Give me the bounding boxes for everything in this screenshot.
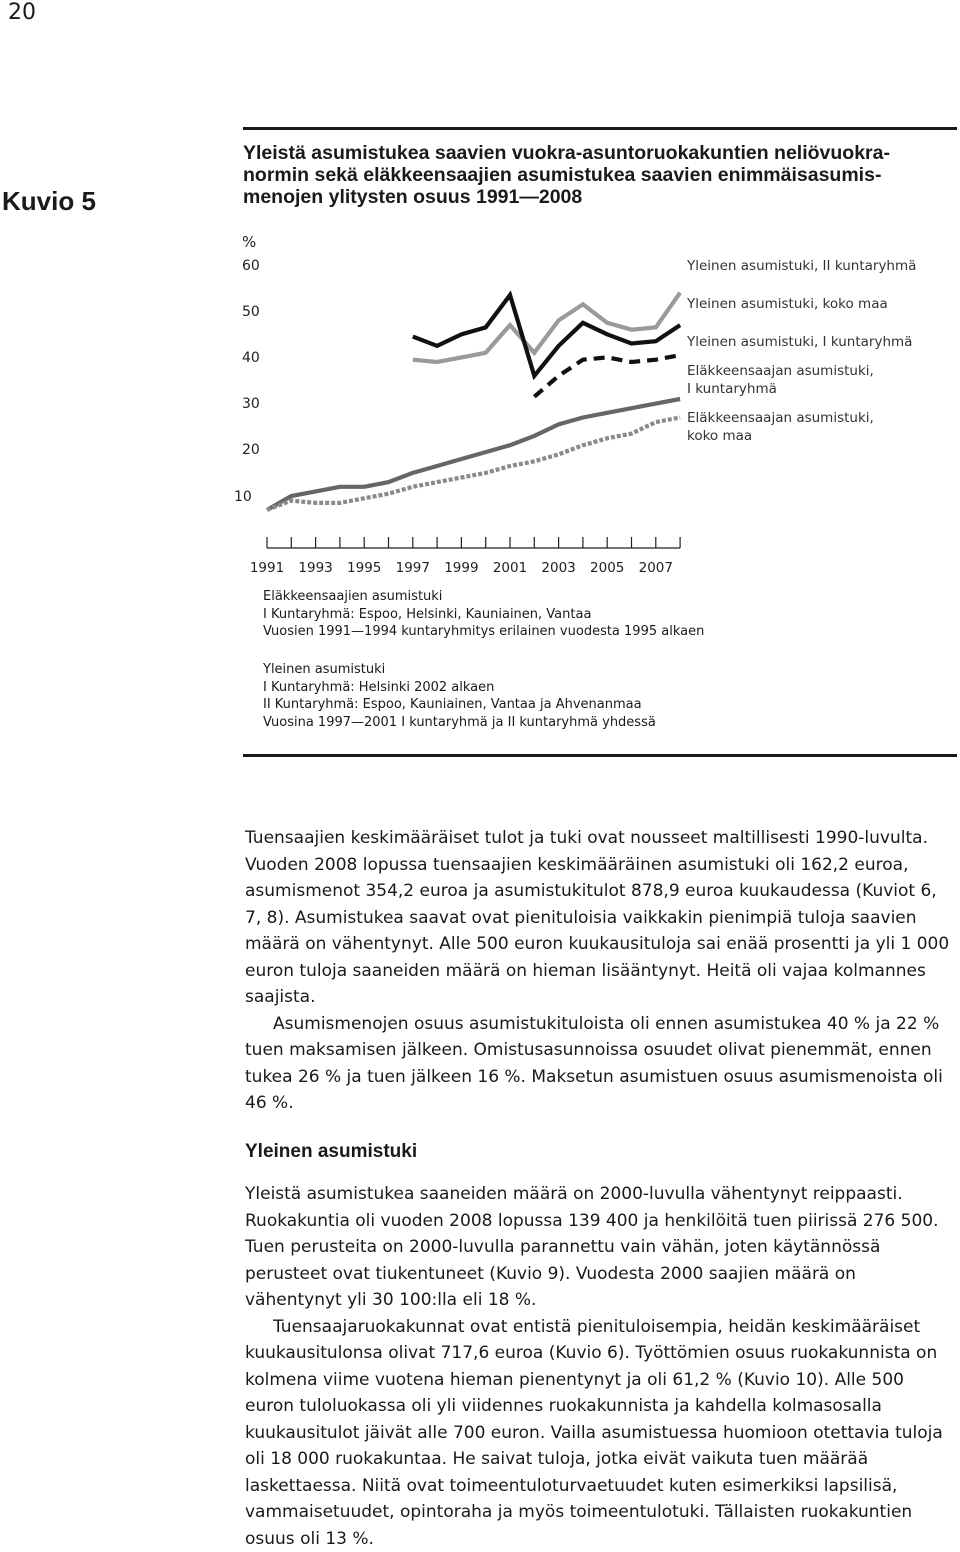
x-axis <box>250 537 680 576</box>
note-line: Yleinen asumistuki <box>263 661 656 679</box>
legend-entry: Yleinen asumistuki, I kuntaryhmä <box>686 334 912 350</box>
note-line: I Kuntaryhmä: Espoo, Helsinki, Kauniainen, Vantaa <box>263 606 704 624</box>
x-tick-label: 2003 <box>541 560 575 576</box>
body-section-b <box>245 1181 957 1552</box>
note-line: II Kuntaryhmä: Espoo, Kauniainen, Vantaa ja Ahvenanmaa <box>263 696 656 714</box>
page-number: 20 <box>8 0 36 26</box>
paragraph: Tuensaajaruokakunnat ovat entistä pienituloisempia, heidän keskimääräiset kuukausitulonsa olivat 717,6 euroa (Kuvio 6). Työttömien osuus ruokakunnista on kolmena viime vuotena hieman pienentynyt ja oli 61,2 % (Kuvio 10). Alle 500 euron tuloluokassa oli yli viidennes ruokakunnista ja kahdella kolmasosalla kuukausitulot jäivät alle 700 euron. Vailla asumistuessa huomioon otettavia tuloja oli 18 000 ruokakuntaa. He saivat tuloja, jotka eivät vaikuta tuen määrää laskettaessa. Niitä ovat toimeentuloturvaetuudet kuten esimerkiksi lapsilisä, vammaisetuudet, opintoraha ja myös toimeentulotuki. Tällaisten ruokakuntien osuus oli 13 %. <box>245 1314 957 1552</box>
x-tick-label: 1991 <box>250 560 284 576</box>
figure-title: Yleistä asumistukea saavien vuokra-asuntoruokakuntien neliövuokranormin sekä eläkkeensaajien asumistukea saavien enimmäisasumismenojen ylitysten osuus 1991—2008 <box>243 142 943 208</box>
y-tick-label: 40 <box>242 350 260 366</box>
legend-entry: I kuntaryhmä <box>687 381 777 397</box>
x-tick-label: 1999 <box>444 560 478 576</box>
series-line <box>413 293 680 362</box>
paragraph: Tuensaajien keskimääräiset tulot ja tuki ovat nousseet maltillisesti 1990-luvulta. Vuoden 2008 lopussa tuensaajien keskimääräinen asumistuki oli 162,2 euroa, asumismenot 354,2 euroa ja asumistukitulot 878,9 euroa kuukaudessa (Kuviot 6, 7, 8). Asumistukea saavat ovat pienituloisia vaikkakin pienimpiä tuloja saavien määrä on vähentynyt. Alle 500 euron kuukausituloja sai enää prosentti ja yli 1 000 euron tuloja saaneiden määrä on hieman lisääntynyt. Heitä oli vajaa kolmannes saajista. <box>245 825 957 1011</box>
x-tick-label: 2001 <box>493 560 527 576</box>
series-line <box>267 399 680 510</box>
x-tick-label: 1995 <box>347 560 381 576</box>
figure-top-rule <box>243 127 957 130</box>
legend-entry: Eläkkeensaajan asumistuki, <box>687 363 874 379</box>
notes-general <box>263 661 656 731</box>
x-tick-label: 2005 <box>590 560 624 576</box>
y-axis <box>234 233 260 505</box>
body-section-a <box>245 825 957 1117</box>
y-tick-label: 50 <box>242 304 260 320</box>
x-tick-label: 1997 <box>396 560 430 576</box>
section-heading: Yleinen asumistuki <box>245 1141 417 1163</box>
line-chart <box>230 225 950 580</box>
x-tick-label: 2007 <box>639 560 673 576</box>
y-tick-label: 20 <box>242 442 260 458</box>
y-tick-label: 10 <box>234 489 252 505</box>
paragraph: Asumismenojen osuus asumistukituloista oli ennen asumistukea 40 % ja 22 % tuen maksamisen jälkeen. Omistusasunnoissa osuudet olivat pienemmät, ennen tukea 26 % ja tuen jälkeen 16 %. Maksetun asumistuen osuus asumismenoista oli 46 %. <box>245 1011 957 1117</box>
note-line: I Kuntaryhmä: Helsinki 2002 alkaen <box>263 679 656 697</box>
y-tick-label: 30 <box>242 396 260 412</box>
note-line: Vuosien 1991—1994 kuntaryhmitys erilainen vuodesta 1995 alkaen <box>263 623 704 641</box>
legend-entry: koko maa <box>687 428 752 444</box>
legend-entry: Eläkkeensaajan asumistuki, <box>687 410 874 426</box>
series-layer <box>267 293 680 510</box>
legend <box>686 258 916 444</box>
note-line: Vuosina 1997—2001 I kuntaryhmä ja II kuntaryhmä yhdessä <box>263 714 656 732</box>
y-tick-label: 60 <box>242 258 260 274</box>
paragraph: Yleistä asumistukea saaneiden määrä on 2000-luvulla vähentynyt reippaasti. Ruokakuntia oli vuoden 2008 lopussa 139 400 ja henkilöitä tuen piirissä 276 500. Tuen perusteita on 2000-luvulla parannettu vain vähän, joten käytännössä perusteet ovat tiukentuneet (Kuvio 9). Vuodesta 2000 saajien määrä on vähentynyt yli 30 100:lla eli 18 %. <box>245 1181 957 1314</box>
notes-pensioner <box>263 588 704 641</box>
figure-label: Kuvio 5 <box>2 186 96 217</box>
note-line: Eläkkeensaajien asumistuki <box>263 588 704 606</box>
series-line <box>267 418 680 510</box>
series-line <box>534 355 680 397</box>
figure-bottom-rule <box>243 754 957 757</box>
legend-entry: Yleinen asumistuki, koko maa <box>686 296 888 312</box>
x-tick-label: 1993 <box>298 560 332 576</box>
legend-entry: Yleinen asumistuki, II kuntaryhmä <box>686 258 916 274</box>
y-axis-label: % <box>242 233 256 251</box>
